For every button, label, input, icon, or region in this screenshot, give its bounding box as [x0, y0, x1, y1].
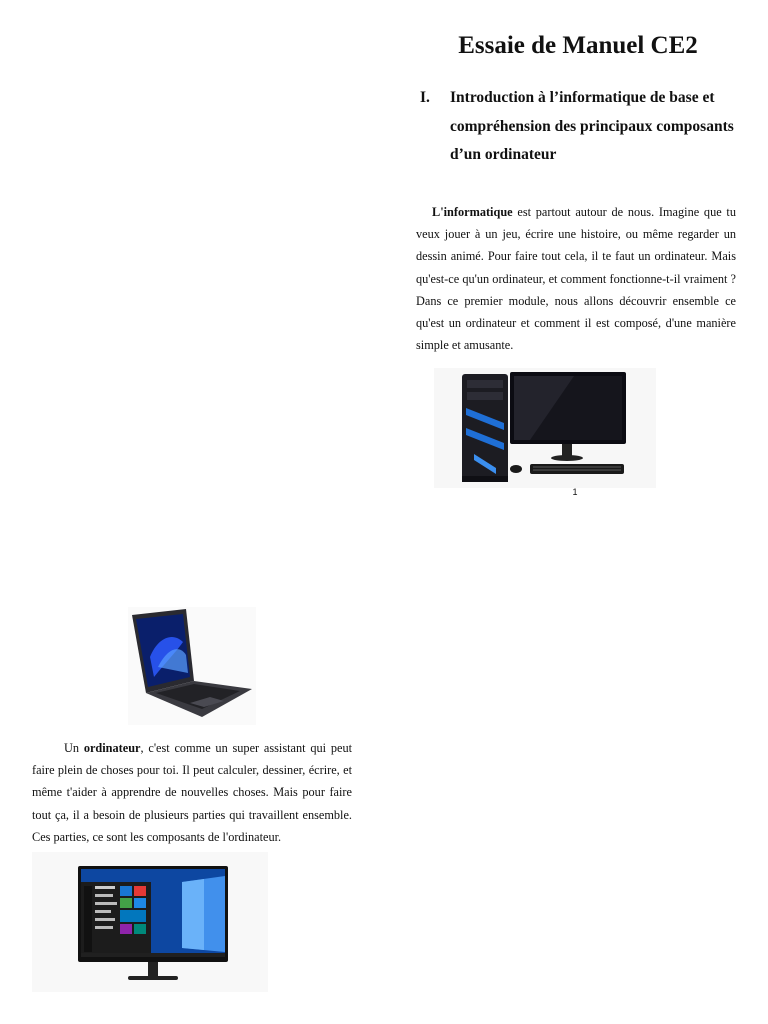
desktop-computer-image	[434, 368, 656, 488]
page-title: Essaie de Manuel CE2	[458, 32, 698, 59]
computer-paragraph	[32, 737, 352, 848]
monitor-image	[32, 852, 268, 992]
figure-caption: 1	[572, 487, 578, 497]
section-heading	[420, 84, 750, 170]
laptop-image	[128, 607, 256, 725]
section-heading-text: Introduction à l’informatique de base et compréhension des principaux composants d’un ordinateur	[450, 89, 734, 163]
section-number: I.	[420, 89, 430, 106]
intro-text: est partout autour de nous. Imagine que tu veux jouer à un jeu, écrire une histoire, ou même regarder un dessin animé. Pour faire tout cela, il te faut un ordinateur. Mais qu'est-ce qu'un ordinateur, et comment fonctionne-t-il vraiment ? Dans ce premier module, nous allons découvrir ensemble ce qu'est un ordinateur et comment il est composé, d'une manière simple et amusante.	[416, 205, 736, 353]
computer-bold-term: ordinateur	[83, 741, 141, 755]
intro-paragraph	[416, 201, 736, 356]
computer-text: , c'est comme un super assistant qui peut faire plein de choses pour toi. Il peut calculer, dessiner, écrire, et même t'aider à apprendre de nouvelles choses. Mais pour faire tout ça, il a besoin de plusieurs parties qui travaillent ensemble. Ces parties, ce sont les composants de l'ordinateur.	[32, 741, 353, 844]
computer-lead: Un	[64, 741, 84, 755]
intro-bold-term: L'informatique	[432, 205, 513, 219]
